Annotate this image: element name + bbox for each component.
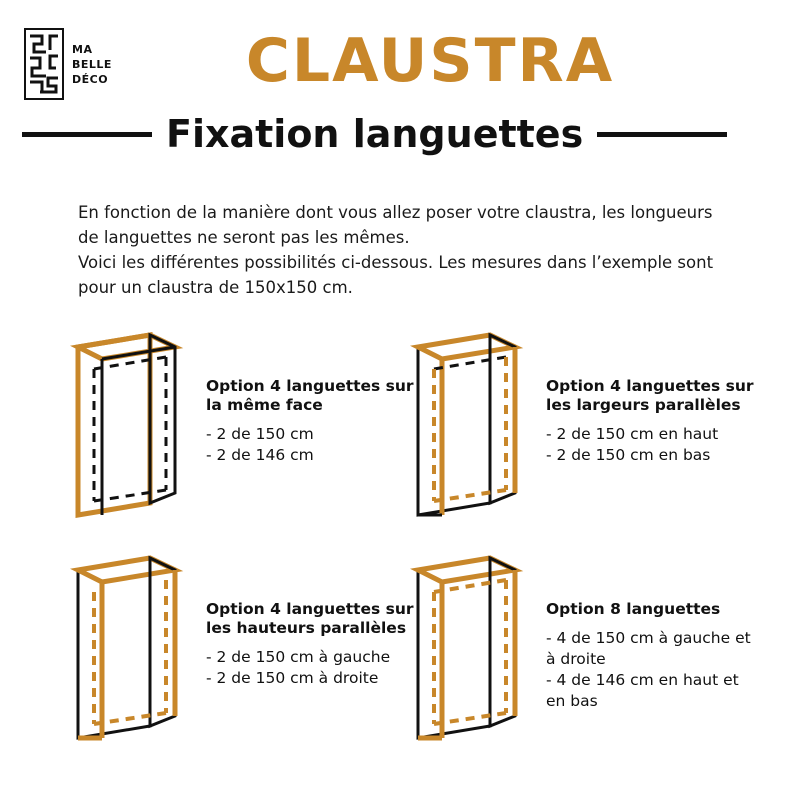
option-4-line-2: - 4 de 146 cm en haut et en bas bbox=[546, 671, 739, 710]
page-subtitle: Fixation languettes bbox=[166, 112, 584, 156]
option-2-line-2: - 2 de 150 cm en bas bbox=[546, 446, 711, 464]
intro-text bbox=[78, 200, 728, 300]
option-4-text bbox=[540, 548, 761, 712]
option-2-line-1: - 2 de 150 cm en haut bbox=[546, 425, 719, 443]
claustra-frame-side-tabs-icon bbox=[60, 548, 200, 743]
option-2-text bbox=[540, 325, 761, 466]
brand-line-1: MA bbox=[72, 42, 93, 56]
option-block-3 bbox=[60, 548, 421, 743]
claustra-frame-top-bottom-tabs-icon bbox=[400, 325, 540, 520]
divider-left bbox=[22, 132, 152, 137]
brand-line-2: BELLE bbox=[72, 57, 112, 71]
intro-paragraph-2: Voici les différentes possibilités ci-dessous. Les mesures dans l’exemple sont pour un claustra de 150x150 cm. bbox=[78, 253, 714, 297]
option-1-title: Option 4 languettes sur la même face bbox=[206, 377, 414, 414]
option-3-text bbox=[200, 548, 421, 689]
option-1-text bbox=[200, 325, 421, 466]
intro-paragraph-1: En fonction de la manière dont vous allez poser votre claustra, les longueurs de languettes ne seront pas les mêmes. bbox=[78, 203, 713, 247]
option-2-title: Option 4 languettes sur les largeurs parallèles bbox=[546, 377, 754, 414]
option-3-title: Option 4 languettes sur les hauteurs parallèles bbox=[206, 600, 414, 637]
option-block-1 bbox=[60, 325, 421, 520]
option-3-line-1: - 2 de 150 cm à gauche bbox=[206, 648, 391, 666]
page-title: CLAUSTRA bbox=[245, 26, 615, 96]
page-header bbox=[0, 0, 800, 175]
option-4-title: Option 8 languettes bbox=[546, 600, 721, 618]
option-1-line-1: - 2 de 150 cm bbox=[206, 425, 314, 443]
claustra-frame-left-tabs-icon bbox=[60, 325, 200, 520]
subtitle-row bbox=[0, 112, 800, 156]
divider-right bbox=[597, 132, 727, 137]
brand-line-3: DÉCO bbox=[72, 72, 109, 86]
option-1-line-2: - 2 de 146 cm bbox=[206, 446, 314, 464]
option-4-line-1: - 4 de 150 cm à gauche et à droite bbox=[546, 629, 751, 668]
option-block-2 bbox=[400, 325, 761, 520]
option-block-4 bbox=[400, 548, 761, 743]
claustra-frame-all-tabs-icon bbox=[400, 548, 540, 743]
option-3-line-2: - 2 de 150 cm à droite bbox=[206, 669, 379, 687]
